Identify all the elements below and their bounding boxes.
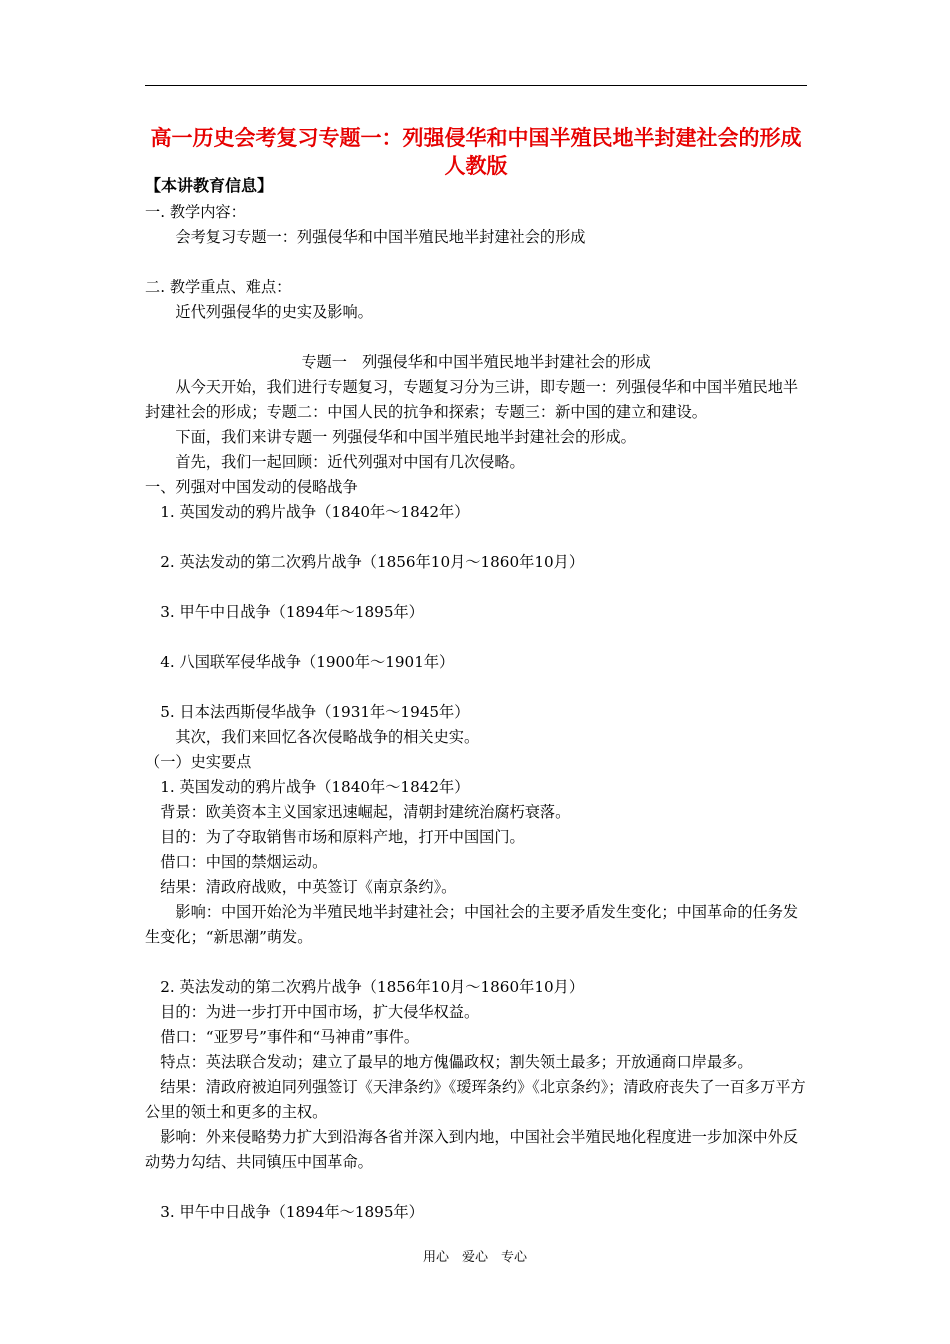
spacer — [145, 250, 807, 275]
spacer — [145, 325, 807, 350]
page-footer: 用心 爱心 专心 — [422, 1250, 527, 1265]
section-2-text: 近代列强侵华的史实及影响。 — [175, 303, 373, 321]
topic-title: 专题一 列强侵华和中国半殖民地半封建社会的形成 — [301, 353, 651, 371]
intro-paragraph: 下面，我们来讲专题一 列强侵华和中国半殖民地半封建社会的形成。 — [175, 428, 636, 446]
section-2-label: 二. 教学重点、难点： — [145, 278, 292, 296]
spacer — [145, 675, 807, 700]
war-2-result: 结果：清政府被迫同列强签订《天津条约》《瑷珲条约》《北京条约》；清政府丧失了一百多万平方公里的领土和更多的主权。 — [145, 1078, 806, 1121]
war-2-title: 2. 英法发动的第二次鸦片战争（1856年10月～1860年10月） — [160, 978, 585, 996]
war-1-title: 1. 英国发动的鸦片战争（1840年～1842年） — [160, 778, 470, 796]
war-list-item: 3. 甲午中日战争（1894年～1895年） — [160, 603, 424, 621]
war-list-item: 2. 英法发动的第二次鸦片战争（1856年10月～1860年10月） — [160, 553, 585, 571]
header-rule — [145, 85, 807, 86]
war-1-pretext: 借口：中国的禁烟运动。 — [160, 853, 328, 871]
spacer — [145, 525, 807, 550]
recall-paragraph: 其次，我们来回忆各次侵略战争的相关史实。 — [175, 728, 480, 746]
war-2-features: 特点：英法联合发动；建立了最早的地方傀儡政权；割失领土最多；开放通商口岸最多。 — [160, 1053, 753, 1071]
part-1-heading: 一、列强对中国发动的侵略战争 — [145, 478, 358, 496]
intro-paragraph: 首先，我们一起回顾：近代列强对中国有几次侵略。 — [175, 453, 525, 471]
spacer — [145, 950, 807, 975]
document-body — [145, 172, 807, 1225]
spacer — [145, 625, 807, 650]
war-3-title: 3. 甲午中日战争（1894年～1895年） — [160, 1203, 424, 1221]
section-1-text: 会考复习专题一：列强侵华和中国半殖民地半封建社会的形成 — [175, 228, 586, 246]
spacer — [145, 1175, 807, 1200]
war-2-pretext: 借口：“亚罗号”事件和“马神甫”事件。 — [160, 1028, 420, 1046]
war-2-impact: 影响：外来侵略势力扩大到沿海各省并深入到内地，中国社会半殖民地化程度进一步加深中外反动势力勾结、共同镇压中国革命。 — [145, 1128, 799, 1171]
section-1-label: 一. 教学内容： — [145, 203, 246, 221]
facts-heading: （一）史实要点 — [145, 753, 252, 771]
info-heading: 【本讲教育信息】 — [145, 176, 274, 195]
spacer — [145, 575, 807, 600]
war-list-item: 5. 日本法西斯侵华战争（1931年～1945年） — [160, 703, 470, 721]
war-1-purpose: 目的：为了夺取销售市场和原料产地，打开中国国门。 — [160, 828, 525, 846]
war-1-result: 结果：清政府战败，中英签订《南京条约》。 — [160, 878, 457, 896]
intro-paragraph: 从今天开始，我们进行专题复习，专题复习分为三讲，即专题一：列强侵华和中国半殖民地半封建社会的形成；专题二：中国人民的抗争和探索；专题三：新中国的建立和建设。 — [145, 378, 799, 421]
war-2-purpose: 目的：为进一步打开中国市场，扩大侵华权益。 — [160, 1003, 480, 1021]
war-1-impact: 影响：中国开始沦为半殖民地半封建社会；中国社会的主要矛盾发生变化；中国革命的任务发生变化；“新思潮”萌发。 — [145, 903, 799, 946]
war-1-background: 背景：欧美资本主义国家迅速崛起，清朝封建统治腐朽衰落。 — [160, 803, 571, 821]
war-list-item: 1. 英国发动的鸦片战争（1840年～1842年） — [160, 503, 470, 521]
war-list-item: 4. 八国联军侵华战争（1900年～1901年） — [160, 653, 455, 671]
document-title: 高一历史会考复习专题一：列强侵华和中国半殖民地半封建社会的形成人教版 — [150, 125, 802, 178]
